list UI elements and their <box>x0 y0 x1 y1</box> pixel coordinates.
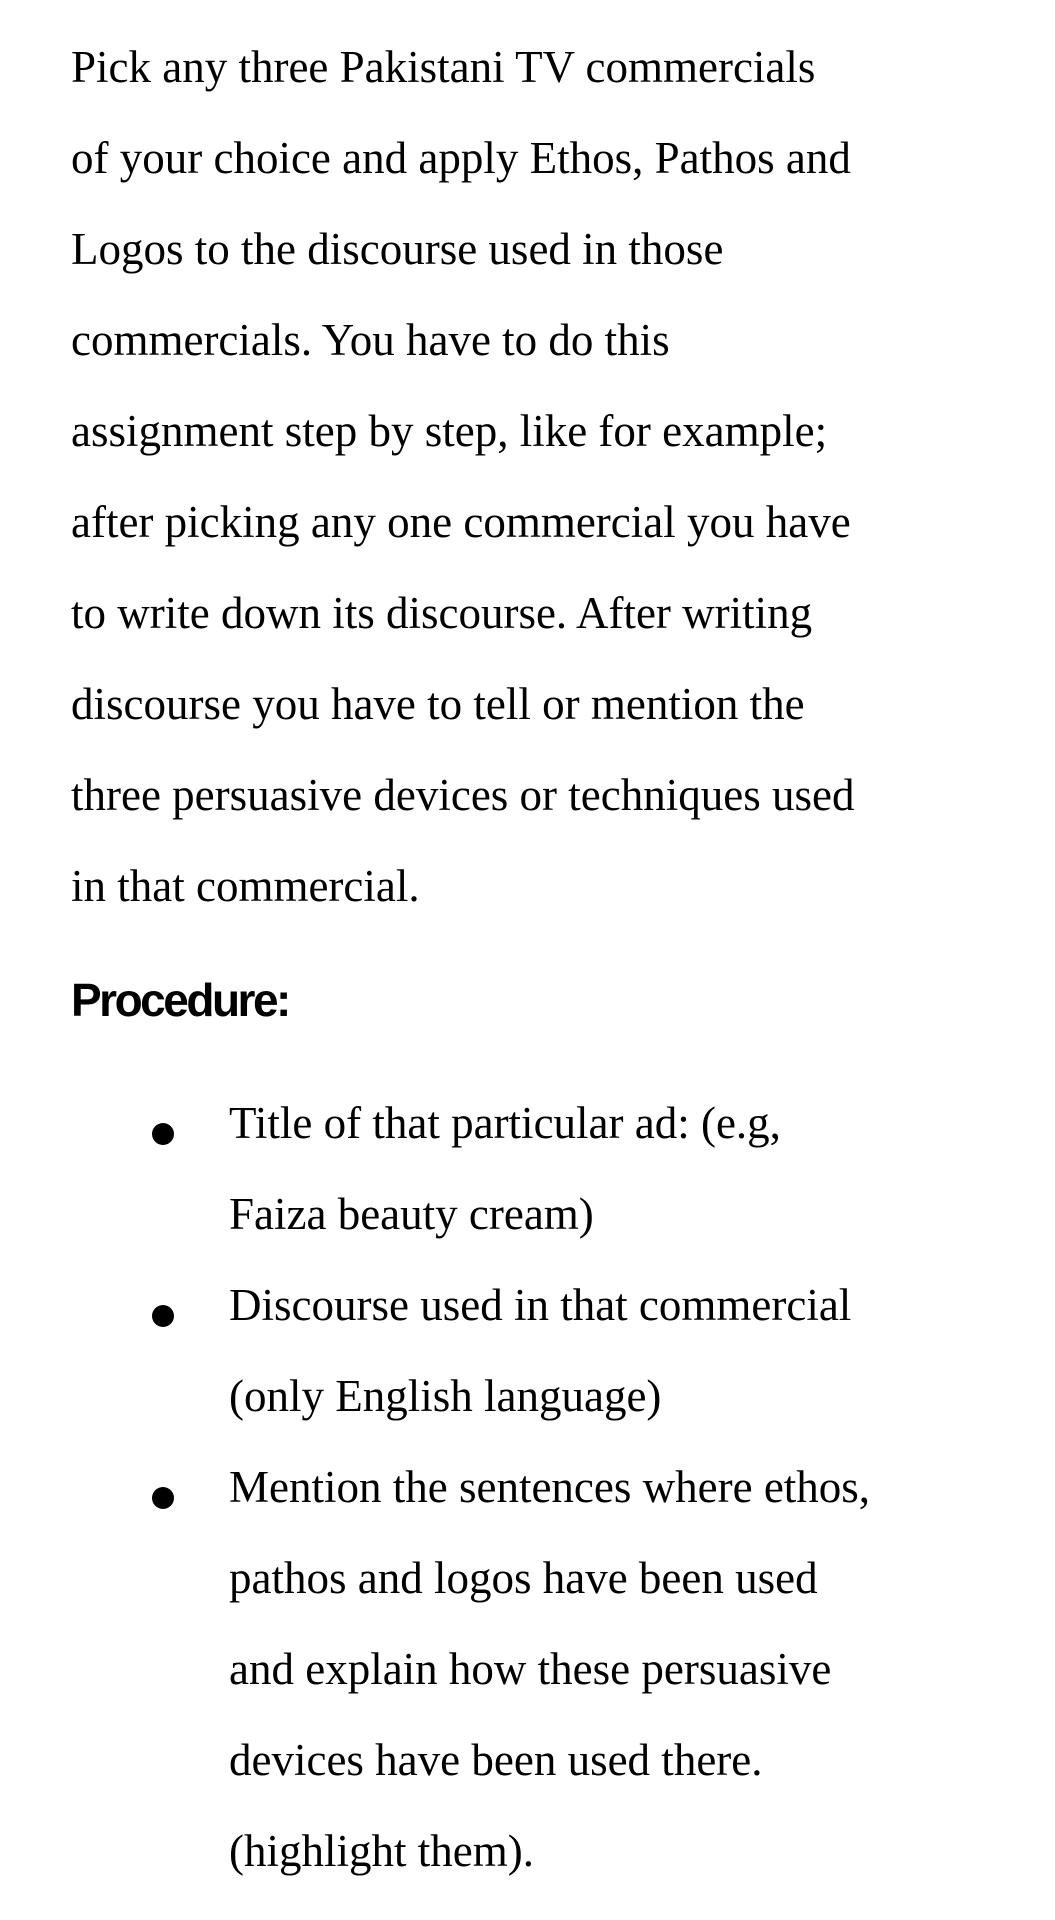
intro-paragraph <box>71 22 1011 932</box>
intro-line: of your choice and apply Ethos, Pathos and <box>71 133 851 183</box>
intro-line: in that commercial. <box>71 861 420 911</box>
list-item-text <box>229 1260 1029 1442</box>
procedure-heading: Procedure: <box>71 974 289 1026</box>
intro-line: Pick any three Pakistani TV commercials <box>71 42 816 92</box>
bullet-icon <box>152 1487 174 1509</box>
list-item-line: and explain how these persuasive <box>229 1644 832 1694</box>
list-item-line: (highlight them). <box>229 1826 534 1876</box>
intro-line: discourse you have to tell or mention the <box>71 679 805 729</box>
list-item-line: Mention the sentences where ethos, <box>229 1462 871 1512</box>
list-item-line: (only English language) <box>229 1371 662 1421</box>
list-item-line: pathos and logos have been used <box>229 1553 818 1603</box>
bullet-icon <box>152 1305 174 1327</box>
intro-line: to write down its discourse. After writing <box>71 588 813 638</box>
list-item-line: Title of that particular ad: (e.g, <box>229 1098 781 1148</box>
list-item-text <box>229 1078 1029 1260</box>
list-item-text <box>229 1442 1029 1897</box>
bullet-icon <box>152 1123 174 1145</box>
intro-line: assignment step by step, like for example; <box>71 406 828 456</box>
intro-line: after picking any one commercial you have <box>71 497 851 547</box>
intro-line: commercials. You have to do this <box>71 315 670 365</box>
list-item-line: Discourse used in that commercial <box>229 1280 852 1330</box>
list-item-line: Faiza beauty cream) <box>229 1189 594 1239</box>
intro-line: three persuasive devices or techniques used <box>71 770 855 820</box>
intro-line: Logos to the discourse used in those <box>71 224 724 274</box>
list-item-line: devices have been used there. <box>229 1735 763 1785</box>
